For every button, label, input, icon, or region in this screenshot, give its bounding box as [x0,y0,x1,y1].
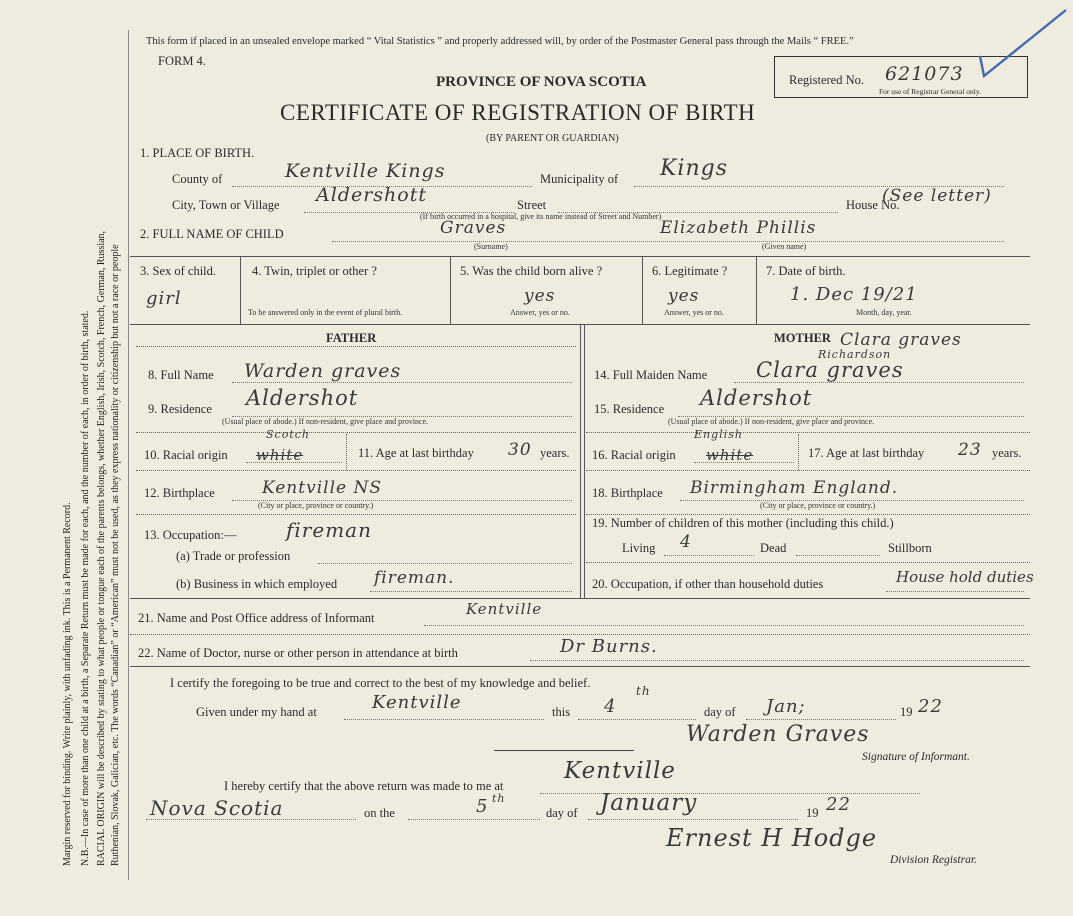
place-of-birth-heading: 1. PLACE OF BIRTH. [140,146,255,160]
divider-line [130,634,1030,635]
sex-value: girl [146,288,182,309]
on-the-label: on the [364,806,395,820]
informant-signature: Warden Graves [686,722,870,747]
county-label: County of [172,172,223,186]
living-value: 4 [680,532,692,552]
given-under-label: Given under my hand at [196,705,317,719]
informant-label: 21. Name and Post Office address of Informant [138,611,375,625]
father-name-label: 8. Full Name [148,368,214,382]
living-line [664,555,754,556]
dead-label: Dead [760,541,787,555]
certificate-title: CERTIFICATE OF REGISTRATION OF BIRTH [280,100,756,125]
divider-line [586,514,1030,515]
registered-label: Registered No. [789,73,864,87]
mother-residence-label: 15. Residence [594,402,665,416]
county-value: Kentville Kings [285,160,446,182]
street-label: Street [517,198,547,212]
doctor-value: Dr Burns. [560,636,658,657]
divider-line [586,470,1030,471]
registrar-signature-label: Division Registrar. [890,854,977,866]
mother-heading-note: Clara graves [840,330,962,350]
father-occupation-value: fireman [286,518,372,542]
mother-name-line [734,382,1024,383]
certify-day-suffix: th [636,684,651,698]
father-residence-label: 9. Residence [148,402,212,416]
father-birthplace-value: Kentville NS [262,478,382,498]
registrar-month-value: January [600,790,698,816]
registrar-signature: Ernest H Hodge [666,824,878,852]
child-name-label: 2. FULL NAME OF CHILD [140,227,284,241]
father-age-unit: years. [540,446,570,460]
form-number: FORM 4. [158,54,206,68]
twin-note: To be answered only in the event of plural birth. [248,308,403,317]
informant-value: Kentville [466,600,543,618]
margin-divider [128,30,129,880]
informant-line [424,625,1024,626]
certificate-subtitle: (BY PARENT OR GUARDIAN) [486,133,619,144]
father-age-value: 30 [508,440,532,460]
registrar-day-value: 5 [476,796,489,817]
column-divider [642,256,643,324]
mother-name-label: 14. Full Maiden Name [594,368,708,382]
business-line [370,591,572,592]
municipality-value: Kings [660,156,729,181]
doctor-line [530,660,1024,661]
city-label: City, Town or Village [172,198,280,212]
legitimate-note: Answer, yes or no. [664,308,724,317]
margin-line-4: Ruthenian, Slovak, Galician, etc. The words “Canadian” or “American” must not be used, as they express nationality or citizenship but not a race or people [110,244,121,866]
mother-racial-label: 16. Racial origin [592,448,676,462]
house-label: House No. [846,198,900,212]
column-divider [346,434,347,470]
father-name-value: Warden graves [244,360,402,382]
certify-year-value: 22 [918,696,943,717]
child-name-line [332,241,1004,242]
father-birthplace-note: (City or place, province or country.) [258,501,374,510]
certify-month-value: Jan; [766,696,806,717]
given-name-label: (Given name) [762,242,807,251]
certify-year-prefix: 19 [900,705,913,719]
sex-label: 3. Sex of child. [140,264,217,278]
legitimate-label: 6. Legitimate ? [652,264,728,278]
hospital-note: (If birth occurred in a hospital, give its name instead of Street and Number) [420,212,662,221]
registrar-province: Nova Scotia [150,796,284,820]
mother-age-unit: years. [992,446,1022,460]
stillborn-label: Stillborn [888,541,932,555]
father-occupation-label: 13. Occupation:— [144,528,237,542]
mother-heading-note-2: Richardson [818,348,892,361]
business-label: (b) Business in which employed [176,577,338,591]
born-alive-value: yes [524,286,556,306]
house-value: (See letter) [882,186,992,206]
date-of-birth-note: Month, day, year. [856,308,912,317]
child-given-names: Elizabeth Phillis [660,218,817,238]
margin-line-3: RACIAL ORIGIN will be described by stating to what people or tongue each of the parents belongs, whether English, Irish, Scotch, French, German, Russian, [96,230,107,866]
divider-line [586,562,1030,563]
mother-birthplace-label: 18. Birthplace [592,486,663,500]
column-divider [240,256,241,324]
father-heading: FATHER [326,331,377,345]
mother-birthplace-note: (City or place, province or country.) [760,501,876,510]
divider-line [130,256,1030,257]
father-racial-label: 10. Racial origin [144,448,228,462]
mother-residence-value: Aldershot [700,386,813,410]
day-of-label: day of [704,705,736,719]
mother-age-value: 23 [958,440,982,460]
divider-line [136,432,576,433]
father-residence-value: Aldershot [246,386,359,410]
parents-divider [584,324,585,598]
divider-line [136,470,576,471]
mail-notice: This form if placed in an unsealed envelope marked “ Vital Statistics ” and properly addressed will, by order of the Postmaster General pass through the Mails “ FREE.” [146,36,854,47]
registrar-place-line [540,793,920,794]
father-racial-struck: white [256,446,304,464]
registrar-year-prefix: 19 [806,806,819,820]
day-line [578,719,696,720]
child-surname: Graves [440,218,507,238]
twin-label: 4. Twin, triplet or other ? [252,264,377,278]
certify-statement: I certify the foregoing to be true and correct to the best of my knowledge and belief. [170,676,591,690]
margin-line-2: N.B.—In case of more than one child at a birth, a Separate Return must be made for each, and the number of each, in order of birth, stated. [80,310,91,866]
registrar-statement: I hereby certify that the above return was made to me at [224,779,504,793]
given-place-value: Kentville [372,692,462,713]
parents-divider [580,324,581,598]
registrar-month-line [588,819,798,820]
registrar-day-of-label: day of [546,806,578,820]
born-alive-note: Answer, yes or no. [510,308,570,317]
registrar-day-suffix: th [492,792,506,805]
born-alive-label: 5. Was the child born alive ? [460,264,603,278]
registered-note: For use of Registrar General only. [879,87,981,96]
surname-label: (Surname) [474,242,508,251]
date-of-birth-value: 1. Dec 19/21 [790,284,918,305]
divider-line [136,514,576,515]
mother-occupation-line [886,591,1024,592]
registrar-day-line [408,819,540,820]
column-divider [450,256,451,324]
father-name-line [232,382,572,383]
divider-line [136,346,576,347]
this-label: this [552,705,571,719]
father-residence-note: (Usual place of abode.) If non-resident, give place and province. [222,417,429,426]
mother-age-label: 17. Age at last birthday [808,446,925,460]
father-birthplace-label: 12. Birthplace [144,486,215,500]
mother-heading: MOTHER [774,331,831,345]
legitimate-value: yes [668,286,700,306]
dead-line [796,555,880,556]
divider-line [130,598,1030,599]
margin-line-1: Margin reserved for binding. Write plainly, with unfading ink. This is a Permanent Record. [62,502,73,866]
divider-line [494,750,634,751]
divider-line [130,666,1030,667]
mother-occupation-label: 20. Occupation, if other than household duties [592,577,824,591]
registered-number: 621073 [885,63,964,85]
month-line [746,719,896,720]
date-of-birth-label: 7. Date of birth. [766,264,846,278]
informant-signature-label: Signature of Informant. [862,751,970,763]
column-divider [756,256,757,324]
province-heading: PROVINCE OF NOVA SCOTIA [436,74,647,90]
mother-birthplace-value: Birmingham England. [690,478,899,498]
city-value: Aldershott [316,184,427,206]
living-label: Living [622,541,656,555]
check-mark-icon [970,4,1070,84]
doctor-label: 22. Name of Doctor, nurse or other person in attendance at birth [138,646,458,660]
municipality-label: Municipality of [540,172,619,186]
children-count-label: 19. Number of children of this mother (including this child.) [592,516,894,530]
column-divider [798,434,799,470]
mother-racial-value: English [694,428,743,441]
father-racial-value: Scotch [266,428,310,441]
mother-name-value: Clara graves [756,358,904,382]
divider-line [586,432,1030,433]
given-place-line [344,719,544,720]
registrar-place: Kentville [564,758,676,784]
mother-occupation-value: House hold duties [896,568,1034,586]
father-age-label: 11. Age at last birthday [358,446,474,460]
registrar-year-value: 22 [826,794,851,815]
registrar-province-line [146,819,356,820]
trade-line [318,563,572,564]
business-value: fireman. [374,568,455,588]
trade-label: (a) Trade or profession [176,549,291,563]
mother-racial-struck: white [706,446,754,464]
mother-residence-note: (Usual place of abode.) If non-resident, give place and province. [668,417,875,426]
certify-day-value: 4 [604,696,617,717]
